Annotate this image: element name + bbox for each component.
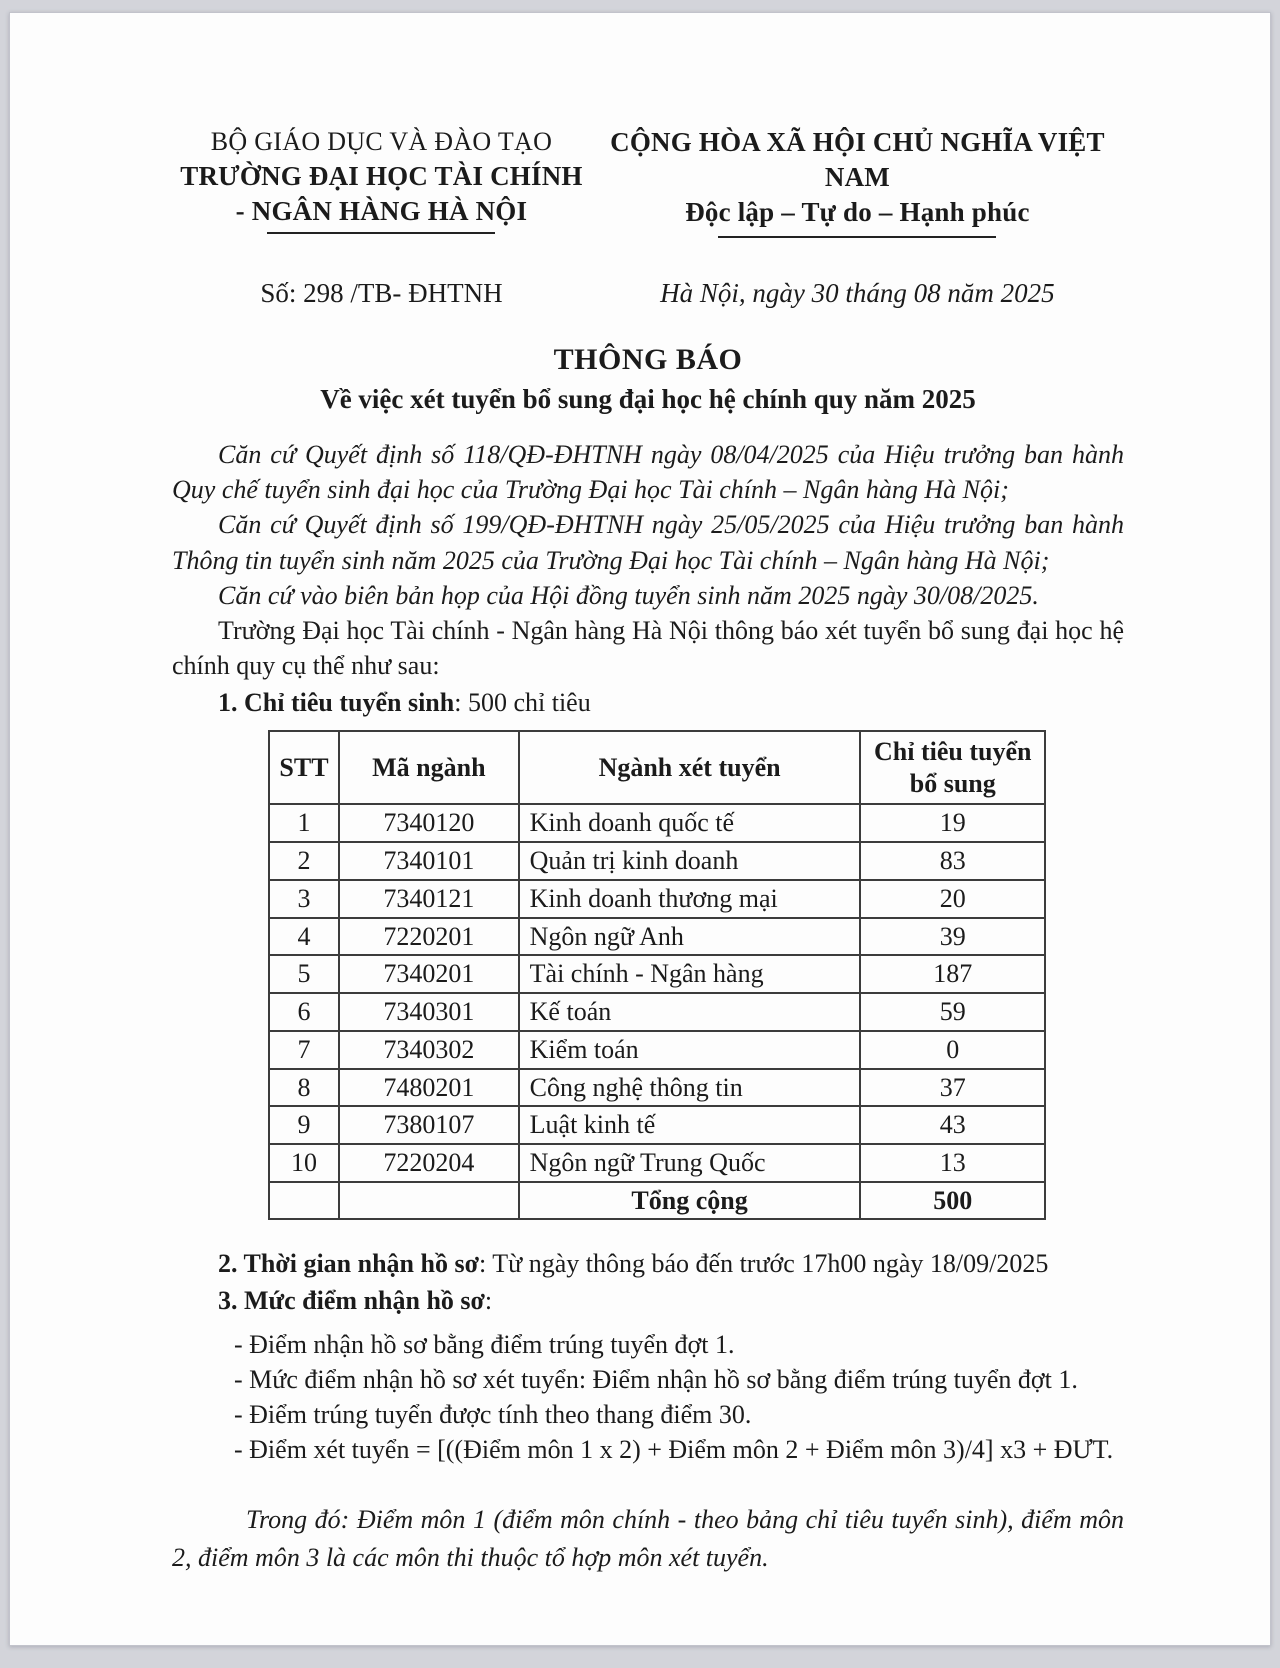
column-header-major: Ngành xét tuyển <box>519 731 861 804</box>
cell-quota: 187 <box>860 955 1045 993</box>
national-motto-line1: CỘNG HÒA XÃ HỘI CHỦ NGHĨA VIỆT NAM <box>610 127 1105 193</box>
table-row <box>269 1031 1045 1069</box>
score-rule-item-3: - Điểm trúng tuyển được tính theo thang điểm 30. <box>234 1399 752 1429</box>
cell-stt: 2 <box>269 842 339 880</box>
cell-stt: 10 <box>269 1144 339 1182</box>
cell-stt: 6 <box>269 993 339 1031</box>
ministry-name: BỘ GIÁO DỤC VÀ ĐÀO TẠO <box>210 127 553 156</box>
table-total-row <box>269 1182 1045 1220</box>
cell-code: 7340120 <box>339 804 519 842</box>
cell-major: Công nghệ thông tin <box>519 1069 861 1107</box>
cell-quota: 20 <box>860 880 1045 918</box>
column-header-stt: STT <box>269 731 339 804</box>
cell-code: 7340121 <box>339 880 519 918</box>
document-title: THÔNG BÁO <box>553 343 743 377</box>
cell-empty <box>269 1182 339 1220</box>
place-date-line: Hà Nội, ngày 30 tháng 08 năm 2025 <box>660 278 1055 309</box>
total-value: 500 <box>860 1182 1045 1220</box>
table-row <box>269 918 1045 956</box>
cell-code: 7340101 <box>339 842 519 880</box>
cell-stt: 3 <box>269 880 339 918</box>
admission-quota-table <box>268 730 1046 1220</box>
cell-quota: 13 <box>860 1144 1045 1182</box>
section2-label: 2. Thời gian nhận hồ sơ <box>218 1249 479 1279</box>
cell-stt: 1 <box>269 804 339 842</box>
cell-code: 7340301 <box>339 993 519 1031</box>
cell-quota: 59 <box>860 993 1045 1031</box>
section2-value: : Từ ngày thông báo đến trước 17h00 ngày 18/09/2025 <box>479 1249 1049 1279</box>
section3-value: : <box>484 1286 493 1316</box>
cell-code: 7340201 <box>339 955 519 993</box>
score-rule-item-1: - Điểm nhận hồ sơ bằng điểm trúng tuyển đợt 1. <box>234 1329 735 1359</box>
national-motto-line2: Độc lập – Tự do – Hạnh phúc <box>685 197 1030 228</box>
cell-quota: 43 <box>860 1106 1045 1144</box>
cell-code: 7480201 <box>339 1069 519 1107</box>
table-row <box>269 993 1045 1031</box>
document-number: Số: 298 /TB- ĐHTNH <box>260 278 503 309</box>
cell-empty <box>339 1182 519 1220</box>
cell-code: 7340302 <box>339 1031 519 1069</box>
cell-quota: 39 <box>860 918 1045 956</box>
cell-major: Kinh doanh thương mại <box>519 880 861 918</box>
section3-heading <box>172 1283 1124 1318</box>
section3-label: 3. Mức điểm nhận hồ sơ <box>218 1286 485 1316</box>
preamble-paragraph-1: Căn cứ Quyết định số 118/QĐ-ĐHTNH ngày 08/04/2025 của Hiệu trưởng ban hành Quy chế tuyển sinh đại học của Trường Đại học Tài chính – Ngân hàng Hà Nội; <box>172 440 1124 505</box>
cell-code: 7380107 <box>339 1106 519 1144</box>
national-header-block <box>591 125 1124 238</box>
cell-quota: 19 <box>860 804 1045 842</box>
table-header-row <box>269 731 1045 804</box>
section1-value: : 500 chỉ tiêu <box>454 687 591 717</box>
intro-paragraph: Trường Đại học Tài chính - Ngân hàng Hà Nội thông báo xét tuyển bổ sung đại học hệ chính quy cụ thể như sau: <box>172 615 1124 680</box>
cell-major: Ngôn ngữ Trung Quốc <box>519 1144 861 1182</box>
document-header <box>172 125 1124 238</box>
cell-stt: 7 <box>269 1031 339 1069</box>
column-header-quota: Chỉ tiêu tuyển bổ sung <box>860 731 1045 804</box>
cell-stt: 8 <box>269 1069 339 1107</box>
table-row <box>269 1144 1045 1182</box>
number-date-row <box>172 278 1124 309</box>
cell-quota: 37 <box>860 1069 1045 1107</box>
table-row <box>269 1106 1045 1144</box>
table-row <box>269 880 1045 918</box>
cell-quota: 83 <box>860 842 1045 880</box>
cell-major: Kinh doanh quốc tế <box>519 804 861 842</box>
cell-stt: 9 <box>269 1106 339 1144</box>
cell-code: 7220204 <box>339 1144 519 1182</box>
university-name-line2: - NGÂN HÀNG HÀ NỘI <box>235 195 528 226</box>
cell-major: Quản trị kinh doanh <box>519 842 861 880</box>
cell-major: Ngôn ngữ Anh <box>519 918 861 956</box>
section2-heading <box>172 1246 1124 1281</box>
cell-code: 7220201 <box>339 918 519 956</box>
cell-quota: 0 <box>860 1031 1045 1069</box>
cell-major: Kế toán <box>519 993 861 1031</box>
header-rule-right <box>718 236 996 238</box>
cell-stt: 5 <box>269 955 339 993</box>
cell-major: Luật kinh tế <box>519 1106 861 1144</box>
issuing-agency-block <box>172 125 591 238</box>
score-rule-item-2: - Mức điểm nhận hồ sơ xét tuyển: Điểm nhận hồ sơ bằng điểm trúng tuyển đợt 1. <box>234 1364 1078 1394</box>
preamble-paragraph-2: Căn cứ Quyết định số 199/QĐ-ĐHTNH ngày 25/05/2025 của Hiệu trưởng ban hành Thông tin tuyển sinh năm 2025 của Trường Đại học Tài chính – Ngân hàng Hà Nội; <box>172 510 1124 575</box>
closing-note: Trong đó: Điểm môn 1 (điểm môn chính - theo bảng chỉ tiêu tuyển sinh), điểm môn 2, điểm môn 3 là các môn thi thuộc tổ hợp môn xét tuyển. <box>172 1504 1124 1572</box>
table-row <box>269 955 1045 993</box>
document-subtitle: Về việc xét tuyển bổ sung đại học hệ chính quy năm 2025 <box>320 384 976 415</box>
section1-label: 1. Chỉ tiêu tuyển sinh <box>218 687 455 717</box>
preamble-paragraph-3: Căn cứ vào biên bản họp của Hội đồng tuyển sinh năm 2025 ngày 30/08/2025. <box>218 580 1039 610</box>
header-rule-left <box>267 232 495 234</box>
cell-major: Tài chính - Ngân hàng <box>519 955 861 993</box>
table-row <box>269 842 1045 880</box>
document-page <box>9 12 1271 1646</box>
section1-heading <box>172 685 1124 720</box>
column-header-code: Mã ngành <box>339 731 519 804</box>
university-name-line1: TRƯỜNG ĐẠI HỌC TÀI CHÍNH <box>180 160 583 191</box>
document-body <box>172 437 1124 1576</box>
table-row <box>269 804 1045 842</box>
cell-stt: 4 <box>269 918 339 956</box>
cell-major: Kiểm toán <box>519 1031 861 1069</box>
score-rule-item-4: - Điểm xét tuyển = [((Điểm môn 1 x 2) + Điểm môn 2 + Điểm môn 3)/4] x3 + ĐƯT. <box>234 1434 1114 1464</box>
table-row <box>269 1069 1045 1107</box>
total-label: Tổng cộng <box>519 1182 861 1220</box>
